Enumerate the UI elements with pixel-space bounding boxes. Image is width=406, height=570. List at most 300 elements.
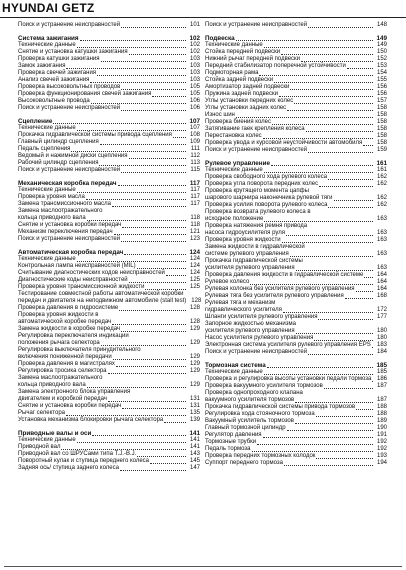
toc-entry-title: Электронная система усилителя рулевого управления EPS [205, 342, 371, 348]
toc-entry-title: Задняя ось/ ступица заднего колеса [18, 465, 119, 471]
toc-entry[interactable] [18, 98, 200, 105]
toc-entry[interactable] [205, 42, 387, 49]
toc-entry[interactable] [18, 160, 200, 167]
dot-leader [294, 103, 373, 104]
toc-entry[interactable] [18, 70, 200, 77]
dot-leader [364, 277, 373, 278]
toc-entry[interactable] [205, 446, 387, 453]
toc-entry-title: Приводные валы и оси [18, 430, 92, 437]
toc-entry[interactable] [205, 460, 387, 467]
dot-leader [150, 463, 186, 464]
toc-entry-title: Замена трансмиссионного масла [18, 201, 111, 207]
toc-entry[interactable] [18, 105, 200, 112]
toc-entry-title: Контрольная лампа неисправностей (MIL) [18, 263, 136, 269]
toc-entry[interactable] [18, 222, 200, 229]
toc-page-number: 185 [376, 369, 387, 375]
toc-page-number: 103 [189, 56, 200, 62]
toc-entry[interactable] [205, 307, 387, 314]
toc-entry[interactable] [205, 251, 387, 258]
toc-entry[interactable] [205, 376, 387, 383]
toc-entry[interactable] [205, 98, 387, 105]
toc-column-left [18, 22, 200, 472]
toc-entry[interactable] [18, 437, 200, 444]
toc-page-number: 147 [189, 465, 200, 471]
toc-page-number: 163 [376, 237, 387, 243]
dot-leader [328, 207, 373, 208]
toc-entry-title: Снятие и установка коробки передач [18, 222, 122, 228]
toc-entry[interactable] [205, 244, 387, 251]
toc-page-number: 102 [189, 42, 200, 48]
toc-entry[interactable] [18, 84, 200, 91]
toc-entry[interactable] [205, 140, 387, 147]
toc-entry-title: Проверка однопроходного клапана [205, 390, 303, 396]
toc-entry-title: Поиск и устранение неисправностей [18, 167, 121, 173]
toc-entry[interactable] [205, 209, 387, 216]
toc-entry-title: Нижний рычаг передней подвески [205, 56, 301, 62]
toc-entry-title: Механизм переключения передач [18, 229, 113, 235]
toc-entry[interactable] [18, 187, 200, 194]
toc-entry-title: Поиск и устранение неисправностей [18, 236, 121, 242]
toc-entry[interactable] [18, 194, 200, 201]
toc-page-number: 124 [189, 249, 200, 256]
toc-page-number: 158 [376, 133, 387, 139]
toc-entry-title: Тормозные трубки [205, 439, 257, 445]
toc-page-number: 180 [376, 335, 387, 341]
toc-entry[interactable] [18, 465, 200, 472]
toc-entry[interactable] [18, 42, 200, 49]
toc-entry[interactable] [18, 56, 200, 63]
toc-entry-title: Педаль тормоза [205, 446, 251, 452]
toc-entry[interactable] [18, 49, 200, 56]
toc-entry[interactable] [18, 319, 200, 326]
toc-page-number: 180 [376, 328, 387, 334]
toc-page-number: 106 [189, 105, 200, 111]
dot-leader [347, 68, 373, 69]
dot-leader [66, 415, 186, 416]
toc-entry[interactable] [205, 133, 387, 140]
toc-entry[interactable] [205, 453, 387, 460]
toc-page-number: 129 [189, 340, 200, 346]
toc-entry[interactable] [18, 361, 200, 368]
toc-entry[interactable] [205, 300, 387, 307]
toc-entry-title: Проверка свободного хода рулевого колеса [205, 174, 328, 180]
dot-leader [87, 220, 186, 221]
dot-leader [267, 367, 373, 368]
toc-entry[interactable] [205, 439, 387, 446]
toc-page-number: 156 [376, 91, 387, 97]
toc-page-number: 145 [189, 458, 200, 464]
toc-entry-title: Стойка передней подвески [205, 49, 281, 55]
toc-entry-title: Замена маслоотражательного [18, 375, 103, 381]
toc-entry[interactable] [18, 146, 200, 153]
toc-entry-title: кольца приводного вала [18, 382, 86, 388]
toc-entry-title: Регулировка выключателя принудительного [18, 347, 141, 353]
toc-entry[interactable] [205, 286, 387, 293]
toc-entry-title: Рулевое колесо [205, 279, 250, 285]
dot-leader [314, 340, 373, 341]
toc-entry-title: Технические данные [205, 167, 263, 173]
toc-page-number: 158 [376, 119, 387, 125]
toc-entry-title: Углы установки передних колес [205, 98, 294, 104]
dot-leader [124, 254, 186, 255]
toc-entry-title: Вакуумный усилитель тормозов [205, 418, 294, 424]
toc-entry-title: Проверка функционирования свечей зажигания [18, 91, 152, 97]
toc-entry-title: шарового шарнира наконечника рулевой тяги [205, 195, 333, 201]
toc-entry[interactable] [205, 397, 387, 404]
toc-entry-title: положения рычага селектора [18, 340, 100, 346]
toc-entry[interactable] [205, 321, 387, 328]
toc-entry[interactable] [205, 216, 387, 223]
toc-page-number: 163 [376, 216, 387, 222]
toc-entry[interactable] [205, 390, 387, 397]
toc-entry[interactable] [205, 147, 387, 154]
toc-entry[interactable] [18, 208, 200, 215]
toc-entry[interactable] [205, 56, 387, 63]
toc-entry-title: Технические данные [18, 125, 76, 131]
toc-entry[interactable] [205, 349, 387, 356]
toc-entry[interactable] [205, 404, 387, 411]
toc-entry[interactable] [18, 263, 200, 270]
dot-leader [324, 388, 373, 389]
toc-page-number: 123 [189, 236, 200, 242]
toc-entry[interactable] [18, 375, 200, 382]
toc-entry[interactable] [18, 22, 200, 29]
toc-entry[interactable] [205, 119, 387, 126]
dot-leader [287, 430, 373, 431]
toc-entry[interactable] [205, 49, 387, 56]
toc-section-heading[interactable] [18, 249, 200, 256]
toc-page-number: 107 [189, 125, 200, 131]
toc-page-number: 192 [376, 446, 387, 452]
toc-entry-title: Проверка уровня трансмиссионной жидкости [18, 284, 145, 290]
toc-entry[interactable] [18, 368, 200, 375]
page-header [0, 0, 406, 17]
toc-entry[interactable] [205, 335, 387, 342]
toc-entry[interactable] [205, 202, 387, 209]
toc-section-heading[interactable] [18, 35, 200, 42]
toc-page-number: 156 [376, 84, 387, 90]
toc-entry[interactable] [205, 432, 387, 439]
toc-entry-title: Технические данные [205, 369, 263, 375]
toc-section-heading[interactable] [205, 362, 387, 369]
toc-entry[interactable] [18, 347, 200, 354]
toc-page-number: 162 [376, 174, 387, 180]
toc-entry-title: исходное положение [205, 216, 264, 222]
toc-page-number: 148 [376, 22, 387, 28]
toc-entry[interactable] [18, 298, 200, 305]
dot-leader [119, 310, 186, 311]
dot-leader [87, 387, 186, 388]
dot-leader [372, 381, 373, 382]
toc-entry[interactable] [18, 167, 200, 174]
toc-entry-title: Прокачка гидравлической системы привода тормозов [205, 404, 356, 410]
toc-entry[interactable] [205, 293, 387, 300]
toc-entry[interactable] [18, 333, 200, 340]
toc-entry[interactable] [205, 22, 387, 29]
dot-leader [264, 221, 373, 222]
toc-entry-title: Регулятор давления [205, 432, 262, 438]
toc-page-number: 129 [189, 382, 200, 388]
dot-leader [284, 465, 373, 466]
toc-entry[interactable] [18, 396, 200, 403]
toc-page-number: 164 [376, 272, 387, 278]
dot-leader [90, 82, 186, 83]
dot-leader [77, 442, 186, 443]
toc-entry[interactable] [18, 340, 200, 347]
toc-entry-title: Прокачка гидравлической системы [205, 258, 303, 264]
toc-entry-title: Шланги усилителя рулевого управления [205, 314, 318, 320]
toc-section-heading[interactable] [205, 160, 387, 167]
dot-leader [345, 298, 373, 299]
toc-entry-title: вакуумного усилителя тормозов [205, 397, 295, 403]
toc-section-heading[interactable] [18, 180, 200, 187]
toc-page-number: 158 [376, 140, 387, 146]
toc-entry-title: Проверка и регулировка высоты установки педали тормоза [205, 376, 372, 382]
toc-entry[interactable] [205, 272, 387, 279]
dot-leader [264, 374, 373, 375]
toc-entry[interactable] [18, 291, 200, 298]
dot-leader [121, 89, 186, 90]
toc-entry-title: Рулевая тяга и механизм [205, 300, 276, 306]
toc-entry-title: Проверка уровня жидкости в [18, 312, 99, 318]
toc-page-number: 193 [376, 453, 387, 459]
toc-entry-title: Замена жидкости в гидравлической [205, 244, 305, 250]
dot-leader [145, 289, 186, 290]
toc-entry[interactable] [205, 369, 387, 376]
toc-section-heading[interactable] [18, 118, 200, 125]
toc-entry-title: Углы установки задних колес [205, 105, 287, 111]
toc-entry-title: Поиск и устранение неисправностей [205, 349, 308, 355]
toc-page-number: 189 [376, 418, 387, 424]
dot-leader [356, 291, 373, 292]
toc-entry-title: Проверка возврата рулевого колеса в [205, 209, 311, 215]
toc-entry-title: Проверка уводa и курсовой неустойчивости автомобиля [205, 140, 363, 146]
dot-leader [121, 241, 186, 242]
toc-entry[interactable] [18, 201, 200, 208]
dot-leader [61, 449, 186, 450]
toc-entry[interactable] [18, 215, 200, 222]
toc-entry[interactable] [18, 403, 200, 410]
dot-leader [319, 186, 373, 187]
toc-page-number: 124 [189, 256, 200, 262]
toc-entry-title: Проверка давления в магистралях [18, 361, 115, 367]
toc-entry[interactable] [205, 63, 387, 70]
dot-leader [108, 401, 186, 402]
toc-entry[interactable] [18, 305, 200, 312]
toc-page-number: 149 [376, 42, 387, 48]
toc-page-number: 112 [190, 153, 200, 159]
toc-entry[interactable] [18, 153, 200, 160]
toc-entry[interactable] [205, 174, 387, 181]
toc-entry-title: Износ шин [205, 112, 235, 118]
dot-leader [112, 324, 186, 325]
toc-entry[interactable] [205, 314, 387, 321]
dot-leader [108, 373, 187, 374]
toc-entry-title: Поиск и устранение неисправностей [18, 105, 121, 111]
toc-page-number: 129 [189, 354, 200, 360]
toc-entry[interactable] [18, 91, 200, 98]
toc-entry-title: усилителя рулевого управления [205, 265, 295, 271]
toc-entry-title: Рулевая колонка без усилителя рулевого управления [205, 286, 355, 292]
dot-leader [290, 89, 373, 90]
toc-page-number: 107 [189, 118, 200, 125]
toc-page-number: 128 [191, 298, 202, 304]
toc-entry[interactable] [205, 112, 387, 119]
dot-leader [257, 444, 373, 445]
toc-entry[interactable] [18, 389, 200, 396]
toc-page-number: 161 [376, 167, 387, 173]
toc-entry-title: Подмоторная рама [205, 70, 259, 76]
toc-section-heading[interactable] [205, 35, 387, 42]
toc-entry-title: Запорнoe жидкостью механизма [205, 321, 296, 327]
toc-page-number: 158 [376, 105, 387, 111]
toc-page-number: 105 [189, 91, 200, 97]
toc-entry[interactable] [205, 230, 387, 237]
toc-entry-title: Замена электронного блока управления [18, 389, 131, 395]
toc-entry-title: Диагностические коды неисправностей [18, 277, 128, 283]
dot-leader [121, 172, 186, 173]
toc-entry[interactable] [18, 77, 200, 84]
toc-entry-title: Проверка усилия поворота рулевого колеса [205, 202, 328, 208]
toc-entry[interactable] [18, 284, 200, 291]
toc-entry[interactable] [205, 70, 387, 77]
dot-leader [286, 235, 373, 236]
toc-entry-title: Анализ свечей зажигания [18, 77, 90, 83]
dot-leader [164, 422, 186, 423]
toc-entry[interactable] [18, 410, 200, 417]
dot-leader [173, 137, 186, 138]
dot-leader [263, 138, 373, 139]
toc-entry[interactable] [205, 265, 387, 272]
toc-entry-title: Проверка высоковольтных проводов [18, 84, 121, 90]
toc-entry-title: Проверка давления в гидросистеме [18, 305, 119, 311]
toc-entry[interactable] [18, 63, 200, 70]
dot-leader [91, 103, 186, 104]
toc-entry[interactable] [205, 167, 387, 174]
toc-entry[interactable] [18, 229, 200, 236]
dot-leader [66, 68, 186, 69]
toc-entry[interactable] [205, 342, 387, 349]
toc-entry[interactable] [205, 418, 387, 425]
toc-entry-title: Поиск и устранение неисправностей [205, 147, 308, 153]
toc-entry-title: кольца приводного вала [18, 215, 86, 221]
toc-entry[interactable] [205, 383, 387, 390]
toc-page-number: 113 [190, 160, 200, 166]
book-title: HYUNDAI GETZ [2, 1, 95, 15]
dot-leader [97, 75, 186, 76]
toc-page-number: 185 [376, 362, 387, 369]
dot-leader [263, 437, 373, 438]
toc-entry[interactable] [18, 458, 200, 465]
toc-entry[interactable] [205, 195, 387, 202]
toc-entry[interactable] [18, 132, 200, 139]
toc-entry-title: Технические данные [205, 42, 263, 48]
toc-entry-title: Пружина задней подвески [205, 91, 278, 97]
dot-leader [101, 345, 186, 346]
toc-entry[interactable] [18, 125, 200, 132]
toc-entry[interactable] [18, 139, 200, 146]
dot-leader [250, 284, 373, 285]
toc-page-number: 103 [189, 70, 200, 76]
toc-entry[interactable] [205, 91, 387, 98]
dot-leader [121, 27, 186, 28]
dot-leader [290, 256, 373, 257]
toc-entry[interactable] [18, 382, 200, 389]
toc-entry[interactable] [205, 77, 387, 84]
toc-page-number: 150 [376, 49, 387, 55]
toc-entry-title: Амортизатор задней подвески [205, 84, 290, 90]
toc-page-number: 188 [376, 411, 387, 417]
toc-entry[interactable] [18, 354, 200, 361]
toc-entry[interactable] [205, 181, 387, 188]
dot-leader [166, 275, 186, 276]
toc-page-number: 153 [376, 63, 387, 69]
toc-entry-title: Главный тормозной цилиндр [205, 425, 286, 431]
toc-entry[interactable] [18, 270, 200, 277]
toc-entry[interactable] [205, 126, 387, 133]
dot-leader [71, 151, 186, 152]
toc-entry-title: Проверка биения колес [205, 119, 271, 125]
toc-page-number: 101 [189, 22, 200, 28]
toc-page-number: 131 [189, 396, 200, 402]
toc-entry[interactable] [205, 84, 387, 91]
toc-section-heading[interactable] [18, 430, 200, 437]
toc-entry-title: Стойка задней подвески [205, 77, 274, 83]
toc-entry-title: Высоковольтные провода [18, 98, 90, 104]
toc-entry[interactable] [18, 451, 200, 458]
toc-entry-title: Проверка уровня жидкости [205, 237, 281, 243]
toc-entry-title: двигателем и коробкой передач [18, 396, 107, 402]
toc-entry-title: Считывание диагностических кодов неисправностей [18, 270, 165, 276]
toc-entry[interactable] [18, 256, 200, 263]
toc-entry-title: Сцепление [18, 118, 53, 125]
toc-entry[interactable] [205, 279, 387, 286]
toc-page-number: 106 [189, 98, 200, 104]
toc-entry[interactable] [18, 277, 200, 284]
toc-entry[interactable] [205, 188, 387, 195]
toc-entry-title: Замок зажигания [18, 63, 66, 69]
toc-page-number: 186 [376, 376, 387, 382]
toc-entry[interactable] [205, 105, 387, 112]
toc-entry[interactable] [205, 237, 387, 244]
toc-page-number: 158 [376, 112, 387, 118]
toc-entry-title: Регулировка тросика селектора [18, 368, 107, 374]
dot-leader [129, 282, 186, 283]
toc-page-number: 125 [189, 284, 200, 290]
toc-entry[interactable] [18, 312, 200, 319]
toc-entry-title: Передний стабилизатор поперечной устойчивости [205, 63, 346, 69]
toc-entry[interactable] [18, 417, 200, 424]
dot-leader [121, 331, 186, 332]
toc-page-number: 117 [189, 180, 200, 187]
toc-page-number: 158 [376, 126, 387, 132]
toc-entry[interactable] [18, 444, 200, 451]
toc-entry-title: Перестановка колес [205, 133, 262, 139]
dot-leader [301, 61, 373, 62]
toc-entry[interactable] [205, 258, 387, 265]
toc-entry-title: Механическая коробка передач [18, 180, 117, 187]
toc-entry[interactable] [18, 236, 200, 243]
dot-leader [316, 416, 373, 417]
toc-entry[interactable] [205, 411, 387, 418]
toc-entry[interactable] [205, 425, 387, 432]
toc-entry-title: Технические данные [18, 187, 76, 193]
toc-entry[interactable] [18, 326, 200, 333]
toc-entry[interactable] [205, 223, 387, 230]
toc-entry-title: системе рулевого управления [205, 251, 289, 257]
toc-page-number: 115 [190, 167, 200, 173]
toc-entry[interactable] [205, 328, 387, 335]
